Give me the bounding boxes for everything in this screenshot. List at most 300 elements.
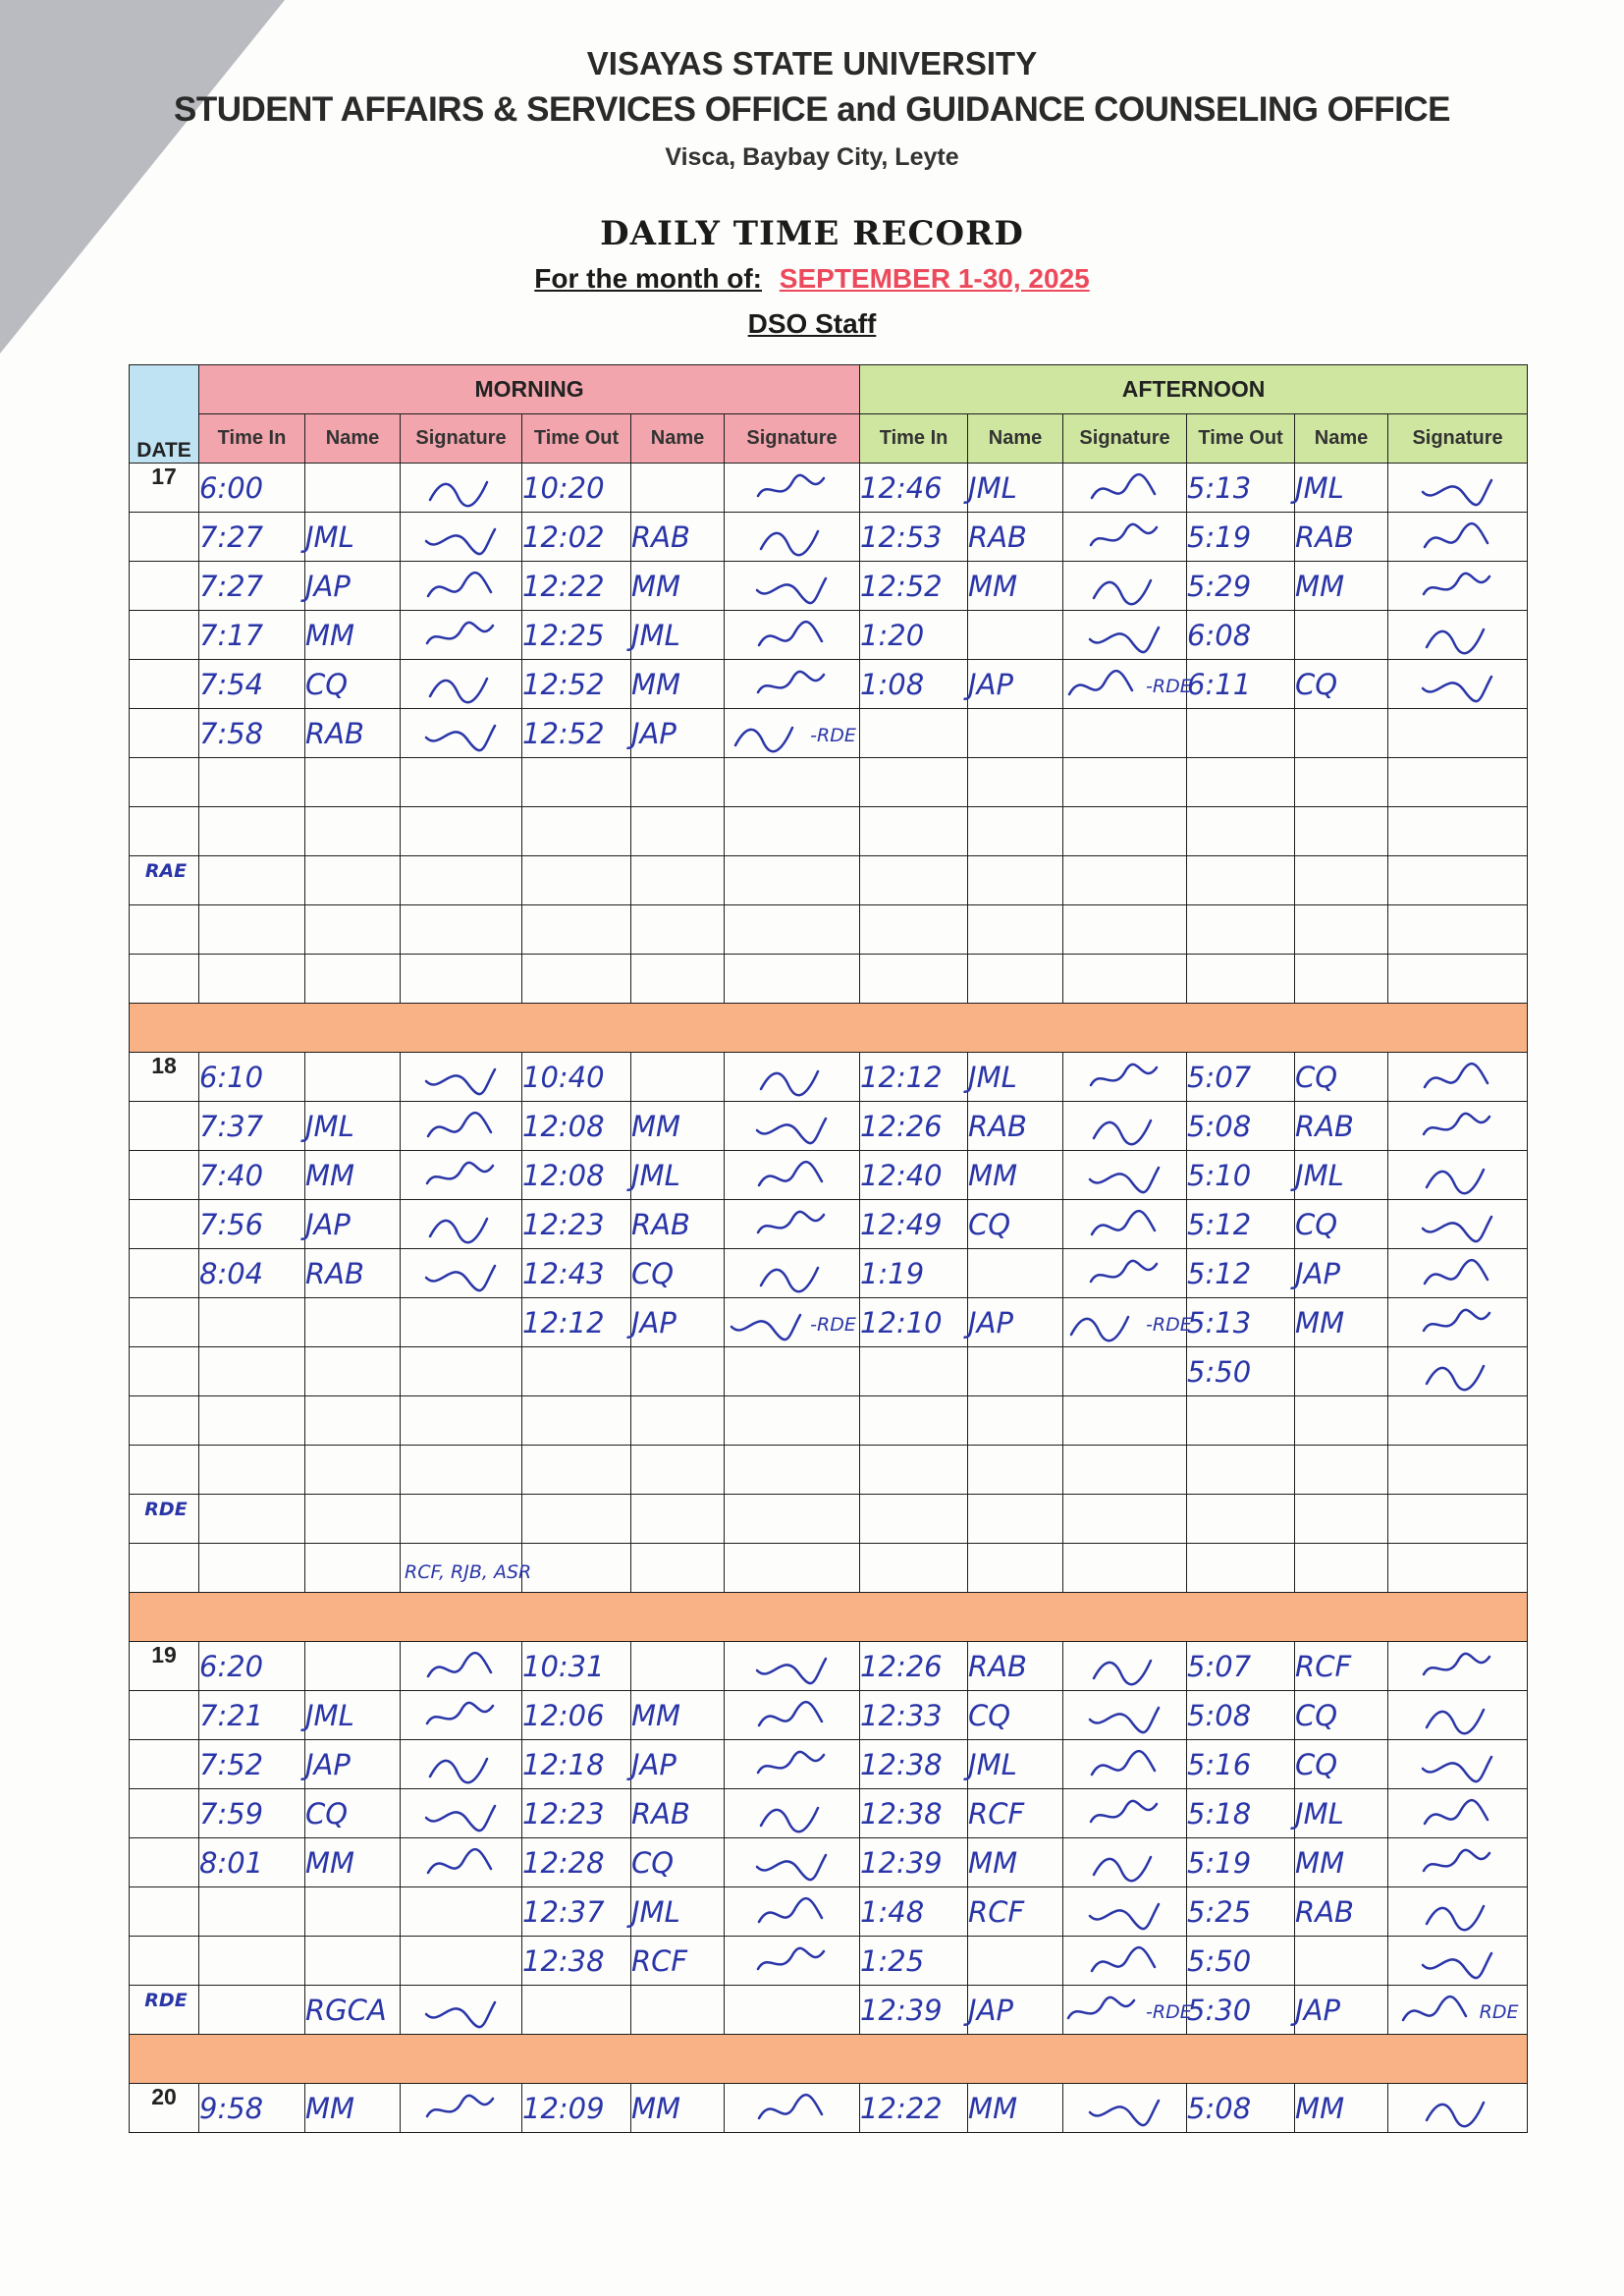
handwritten-signature	[753, 665, 832, 704]
time-cell: 12:08	[522, 1102, 631, 1151]
name-cell: MM	[305, 1838, 401, 1887]
name-cell	[968, 807, 1063, 856]
name-cell	[631, 1396, 725, 1446]
signature-cell	[1063, 513, 1187, 562]
name-cell: RAB	[305, 709, 401, 758]
name-cell	[631, 1495, 725, 1544]
time-cell: 6:00	[199, 464, 305, 513]
date-cell: 20	[130, 2084, 199, 2133]
handwritten-signature	[728, 1303, 806, 1342]
handwritten-signature	[753, 616, 832, 655]
signature-cell	[1063, 1544, 1187, 1593]
handwritten-signature	[1419, 665, 1497, 704]
time-cell	[522, 1446, 631, 1495]
name-cell: JML	[968, 1053, 1063, 1102]
morning-signature-out-header: Signature	[725, 414, 860, 464]
time-cell: 5:19	[1187, 1838, 1295, 1887]
signature-cell	[1063, 1740, 1187, 1789]
signature-cell	[725, 807, 860, 856]
table-row	[130, 1446, 1528, 1495]
time-cell: 5:29	[1187, 562, 1295, 611]
signature-cell	[1063, 1838, 1187, 1887]
signature-cell	[401, 1249, 522, 1298]
signature-cell	[1388, 905, 1528, 955]
signature-cell	[1063, 1102, 1187, 1151]
time-cell	[860, 1347, 968, 1396]
handwritten-signature	[422, 518, 501, 557]
date-cell-empty	[130, 562, 199, 611]
time-cell	[522, 1347, 631, 1396]
name-cell: JAP	[968, 1986, 1063, 2035]
name-cell	[968, 1544, 1063, 1593]
signature-cell	[1063, 1446, 1187, 1495]
handwritten-signature	[753, 518, 832, 557]
handwritten-signature	[1419, 1058, 1497, 1097]
signature-cell	[1388, 1838, 1528, 1887]
handwritten-signature	[1086, 567, 1164, 606]
signature-cell	[1388, 1789, 1528, 1838]
time-cell	[1187, 1396, 1295, 1446]
name-cell: MM	[305, 1151, 401, 1200]
signature-cell	[1063, 1347, 1187, 1396]
handwritten-signature	[422, 1745, 501, 1784]
time-cell: 5:25	[1187, 1887, 1295, 1937]
handwritten-signature	[753, 1794, 832, 1833]
handwritten-signature	[753, 1254, 832, 1293]
name-cell	[968, 758, 1063, 807]
name-cell	[1295, 1495, 1388, 1544]
signature-cell	[401, 1347, 522, 1396]
table-row	[130, 611, 1528, 660]
time-cell: 12:23	[522, 1200, 631, 1249]
time-cell: 5:12	[1187, 1200, 1295, 1249]
time-cell	[522, 807, 631, 856]
time-cell	[199, 1937, 305, 1986]
table-row	[130, 1495, 1528, 1544]
name-cell: RAB	[1295, 1102, 1388, 1151]
time-cell: 12:38	[860, 1789, 968, 1838]
handwritten-signature	[422, 1205, 501, 1244]
name-cell	[1295, 1347, 1388, 1396]
time-cell: 10:20	[522, 464, 631, 513]
handwritten-signature	[1419, 1107, 1497, 1146]
name-cell	[968, 856, 1063, 905]
time-cell: 8:01	[199, 1838, 305, 1887]
morning-signature-header: Signature	[401, 414, 522, 464]
signature-cell	[1063, 1396, 1187, 1446]
signature-cell	[401, 856, 522, 905]
signature-cell	[401, 758, 522, 807]
time-cell	[1187, 1544, 1295, 1593]
table-row	[130, 1347, 1528, 1396]
handwritten-signature	[1086, 1254, 1164, 1293]
time-cell	[1187, 709, 1295, 758]
time-cell	[522, 1495, 631, 1544]
name-cell	[305, 758, 401, 807]
name-cell: MM	[305, 611, 401, 660]
afternoon-name-header: Name	[968, 414, 1063, 464]
table-row	[130, 1789, 1528, 1838]
name-cell	[968, 1937, 1063, 1986]
time-cell: 10:40	[522, 1053, 631, 1102]
section-separator-row	[130, 2035, 1528, 2084]
signature-cell	[1063, 2084, 1187, 2133]
name-cell: RAB	[1295, 1887, 1388, 1937]
name-cell: RCF	[968, 1887, 1063, 1937]
name-cell: JAP	[631, 1298, 725, 1347]
handwritten-signature	[753, 468, 832, 508]
name-cell: JML	[968, 1740, 1063, 1789]
signature-cell	[401, 1053, 522, 1102]
university-name: VISAYAS STATE UNIVERSITY	[586, 45, 1038, 82]
month-line	[0, 263, 1624, 295]
name-cell: JAP	[1295, 1986, 1388, 2035]
handwritten-signature	[753, 1843, 832, 1883]
signature-cell	[1388, 1887, 1528, 1937]
name-cell: RAB	[968, 513, 1063, 562]
time-cell	[1187, 856, 1295, 905]
time-cell: 12:40	[860, 1151, 968, 1200]
handwritten-signature	[1063, 1303, 1142, 1342]
signature-cell	[725, 2084, 860, 2133]
morning-name-out-header: Name	[631, 414, 725, 464]
date-cell-empty	[130, 660, 199, 709]
handwritten-signature	[422, 1696, 501, 1735]
time-cell: 5:10	[1187, 1151, 1295, 1200]
date-cell-empty	[130, 856, 199, 905]
name-cell: MM	[631, 660, 725, 709]
name-cell: JML	[631, 611, 725, 660]
signature-cell	[1063, 1053, 1187, 1102]
section-separator	[130, 1004, 1528, 1053]
signature-cell	[1388, 1740, 1528, 1789]
table-row	[130, 1102, 1528, 1151]
signature-cell	[725, 905, 860, 955]
signature-cell	[725, 513, 860, 562]
name-cell: MM	[631, 1102, 725, 1151]
time-cell: 12:33	[860, 1691, 968, 1740]
date-cell-empty	[130, 1200, 199, 1249]
signature-cell	[1388, 1298, 1528, 1347]
signature-cell	[725, 955, 860, 1004]
handwritten-signature	[422, 1107, 501, 1146]
time-cell: 6:08	[1187, 611, 1295, 660]
handwritten-note: -RDE	[1146, 675, 1192, 697]
name-cell: CQ	[305, 1789, 401, 1838]
name-cell	[305, 1347, 401, 1396]
name-cell: RCF	[1295, 1642, 1388, 1691]
signature-cell	[725, 1986, 860, 2035]
handwritten-signature	[753, 1647, 832, 1686]
date-cell-empty	[130, 1298, 199, 1347]
signature-cell	[401, 1740, 522, 1789]
handwritten-signature	[753, 1745, 832, 1784]
signature-cell	[725, 1249, 860, 1298]
signature-cell	[401, 1200, 522, 1249]
name-cell	[968, 905, 1063, 955]
handwritten-note: RDE	[144, 1990, 188, 2011]
handwritten-signature	[1419, 468, 1497, 508]
table-row	[130, 807, 1528, 856]
signature-cell	[1388, 513, 1528, 562]
handwritten-signature	[1419, 1647, 1497, 1686]
date-cell-empty	[130, 1838, 199, 1887]
month-value: SEPTEMBER 1-30, 2025	[779, 263, 1090, 294]
name-cell	[1295, 955, 1388, 1004]
handwritten-signature	[422, 567, 501, 606]
time-cell: 7:27	[199, 562, 305, 611]
afternoon-signature-out-header: Signature	[1388, 414, 1528, 464]
time-cell: 5:13	[1187, 464, 1295, 513]
date-cell-empty	[130, 709, 199, 758]
name-cell: CQ	[1295, 1200, 1388, 1249]
name-cell	[968, 709, 1063, 758]
handwritten-signature	[753, 1205, 832, 1244]
signature-cell	[1063, 1986, 1192, 2035]
name-cell	[1295, 611, 1388, 660]
handwritten-signature	[1086, 518, 1164, 557]
signature-cell	[1063, 1642, 1187, 1691]
name-cell: MM	[968, 2084, 1063, 2133]
afternoon-header: AFTERNOON	[860, 365, 1528, 414]
name-cell: JAP	[305, 1200, 401, 1249]
name-cell	[631, 856, 725, 905]
date-cell-empty	[130, 955, 199, 1004]
name-cell	[1295, 1544, 1388, 1593]
time-cell: 12:18	[522, 1740, 631, 1789]
time-cell	[199, 1495, 305, 1544]
signature-cell	[401, 1298, 522, 1347]
time-cell: 5:12	[1187, 1249, 1295, 1298]
afternoon-signature-header: Signature	[1063, 414, 1187, 464]
name-cell	[968, 611, 1063, 660]
handwritten-signature	[422, 1254, 501, 1293]
time-cell: 5:08	[1187, 1691, 1295, 1740]
signature-cell	[1388, 464, 1528, 513]
date-cell-empty	[130, 1789, 199, 1838]
signature-cell	[1063, 1887, 1187, 1937]
time-cell	[522, 1544, 631, 1593]
signature-cell	[1388, 1249, 1528, 1298]
time-cell: 12:12	[860, 1053, 968, 1102]
table-row	[130, 955, 1528, 1004]
name-cell	[968, 955, 1063, 1004]
time-cell: 5:08	[1187, 2084, 1295, 2133]
date-cell-empty	[130, 1151, 199, 1200]
name-cell: RAB	[631, 1200, 725, 1249]
handwritten-signature	[728, 714, 806, 753]
time-cell: 12:25	[522, 611, 631, 660]
handwritten-signature	[1419, 616, 1497, 655]
time-cell	[199, 905, 305, 955]
signature-cell	[725, 1838, 860, 1887]
name-cell	[1295, 1446, 1388, 1495]
time-cell	[860, 1495, 968, 1544]
signature-cell	[725, 1642, 860, 1691]
signature-cell	[725, 1887, 860, 1937]
signature-cell	[1388, 611, 1528, 660]
signature-cell	[725, 562, 860, 611]
time-cell: 12:08	[522, 1151, 631, 1200]
time-cell: 12:38	[860, 1740, 968, 1789]
name-cell: JAP	[968, 660, 1063, 709]
handwritten-note: RDE	[1479, 2000, 1519, 2023]
signature-cell	[1388, 1446, 1528, 1495]
time-cell	[199, 758, 305, 807]
signature-cell	[1063, 1249, 1187, 1298]
signature-cell	[401, 1937, 522, 1986]
handwritten-signature	[1419, 1745, 1497, 1784]
time-cell	[1187, 1495, 1295, 1544]
date-cell-empty	[130, 758, 199, 807]
time-cell: 5:07	[1187, 1642, 1295, 1691]
time-cell	[522, 955, 631, 1004]
name-cell	[1295, 856, 1388, 905]
date-cell-empty	[130, 1986, 199, 2035]
handwritten-signature	[1063, 1991, 1142, 2030]
handwritten-signature	[1086, 1794, 1164, 1833]
date-cell-empty	[130, 1347, 199, 1396]
handwritten-note: -RDE	[810, 724, 856, 746]
name-cell: JML	[305, 1102, 401, 1151]
section-separator-row	[130, 1004, 1528, 1053]
name-cell: JML	[305, 513, 401, 562]
time-cell: 5:16	[1187, 1740, 1295, 1789]
time-record-table	[129, 364, 1528, 2133]
signature-cell	[1388, 709, 1528, 758]
signature-cell	[725, 611, 860, 660]
signature-cell	[401, 1838, 522, 1887]
signature-cell	[1063, 1151, 1187, 1200]
handwritten-signature	[753, 1058, 832, 1097]
time-cell	[860, 905, 968, 955]
signature-cell	[1063, 905, 1187, 955]
name-cell	[631, 1347, 725, 1396]
time-cell: 12:37	[522, 1887, 631, 1937]
signature-cell	[401, 1396, 522, 1446]
handwritten-signature	[422, 2089, 501, 2128]
time-cell: 12:10	[860, 1298, 968, 1347]
name-cell: RAB	[631, 1789, 725, 1838]
name-cell: CQ	[1295, 1691, 1388, 1740]
signature-cell	[401, 2084, 522, 2133]
date-cell-empty	[130, 1249, 199, 1298]
handwritten-signature	[1086, 616, 1164, 655]
signature-cell	[1388, 1347, 1528, 1396]
table-row	[130, 513, 1528, 562]
name-cell	[1295, 807, 1388, 856]
signature-cell	[1388, 1544, 1528, 1593]
handwritten-signature	[1419, 518, 1497, 557]
time-cell: 5:13	[1187, 1298, 1295, 1347]
name-cell: CQ	[1295, 1740, 1388, 1789]
signature-cell	[1388, 1691, 1528, 1740]
handwritten-signature	[1086, 1696, 1164, 1735]
time-cell	[522, 856, 631, 905]
table-row	[130, 1887, 1528, 1937]
time-cell: 12:02	[522, 513, 631, 562]
name-cell: MM	[305, 2084, 401, 2133]
signature-cell	[1063, 660, 1192, 709]
signature-cell	[725, 1102, 860, 1151]
name-cell	[631, 1053, 725, 1102]
table-row	[130, 1151, 1528, 1200]
afternoon-time-out-header: Time Out	[1187, 414, 1295, 464]
handwritten-signature	[1419, 567, 1497, 606]
signature-cell	[725, 1298, 860, 1347]
name-cell	[305, 1396, 401, 1446]
name-cell: JML	[1295, 1151, 1388, 1200]
table-row	[130, 1937, 1528, 1986]
time-cell	[199, 1396, 305, 1446]
signature-cell	[1063, 1691, 1187, 1740]
time-cell: 12:46	[860, 464, 968, 513]
handwritten-signature	[1419, 1843, 1497, 1883]
time-cell	[860, 709, 968, 758]
signature-cell	[725, 1544, 860, 1593]
handwritten-note: -RDE	[1146, 2000, 1192, 2023]
handwritten-signature	[1419, 1352, 1497, 1392]
time-cell: 12:39	[860, 1986, 968, 2035]
time-cell	[860, 1396, 968, 1446]
time-cell: 1:48	[860, 1887, 968, 1937]
name-cell: JML	[1295, 1789, 1388, 1838]
name-cell	[305, 1298, 401, 1347]
handwritten-note: -RDE	[1146, 1313, 1192, 1336]
name-cell: MM	[968, 1838, 1063, 1887]
time-cell	[199, 1544, 305, 1593]
signature-cell	[401, 1446, 522, 1495]
time-cell	[199, 807, 305, 856]
signature-cell	[401, 1887, 522, 1937]
name-cell	[305, 1446, 401, 1495]
signature-cell	[1388, 955, 1528, 1004]
time-cell: 12:49	[860, 1200, 968, 1249]
handwritten-signature	[1086, 1205, 1164, 1244]
signature-cell	[401, 1642, 522, 1691]
date-cell: 18	[130, 1053, 199, 1102]
name-cell: MM	[1295, 2084, 1388, 2133]
time-cell: 7:37	[199, 1102, 305, 1151]
morning-header: MORNING	[199, 365, 860, 414]
table-row	[130, 905, 1528, 955]
signature-cell	[1063, 807, 1187, 856]
signature-cell	[725, 1200, 860, 1249]
time-cell	[1187, 905, 1295, 955]
name-cell	[305, 1053, 401, 1102]
handwritten-signature	[753, 1892, 832, 1932]
time-cell	[860, 1446, 968, 1495]
signature-cell	[1063, 1789, 1187, 1838]
handwritten-signature	[422, 665, 501, 704]
date-cell-empty	[130, 513, 199, 562]
name-cell: RAB	[968, 1642, 1063, 1691]
date-cell-empty	[130, 905, 199, 955]
signature-cell	[1063, 464, 1187, 513]
signature-cell	[1063, 611, 1187, 660]
date-cell-empty	[130, 1691, 199, 1740]
handwritten-signature	[753, 1941, 832, 1981]
handwritten-signature	[1086, 1107, 1164, 1146]
name-cell	[305, 955, 401, 1004]
morning-time-in-header: Time In	[199, 414, 305, 464]
signature-cell	[725, 1446, 860, 1495]
signature-cell	[725, 1495, 860, 1544]
time-cell: 12:38	[522, 1937, 631, 1986]
name-cell	[305, 1642, 401, 1691]
table-row	[130, 1691, 1528, 1740]
name-cell: MM	[1295, 1838, 1388, 1887]
